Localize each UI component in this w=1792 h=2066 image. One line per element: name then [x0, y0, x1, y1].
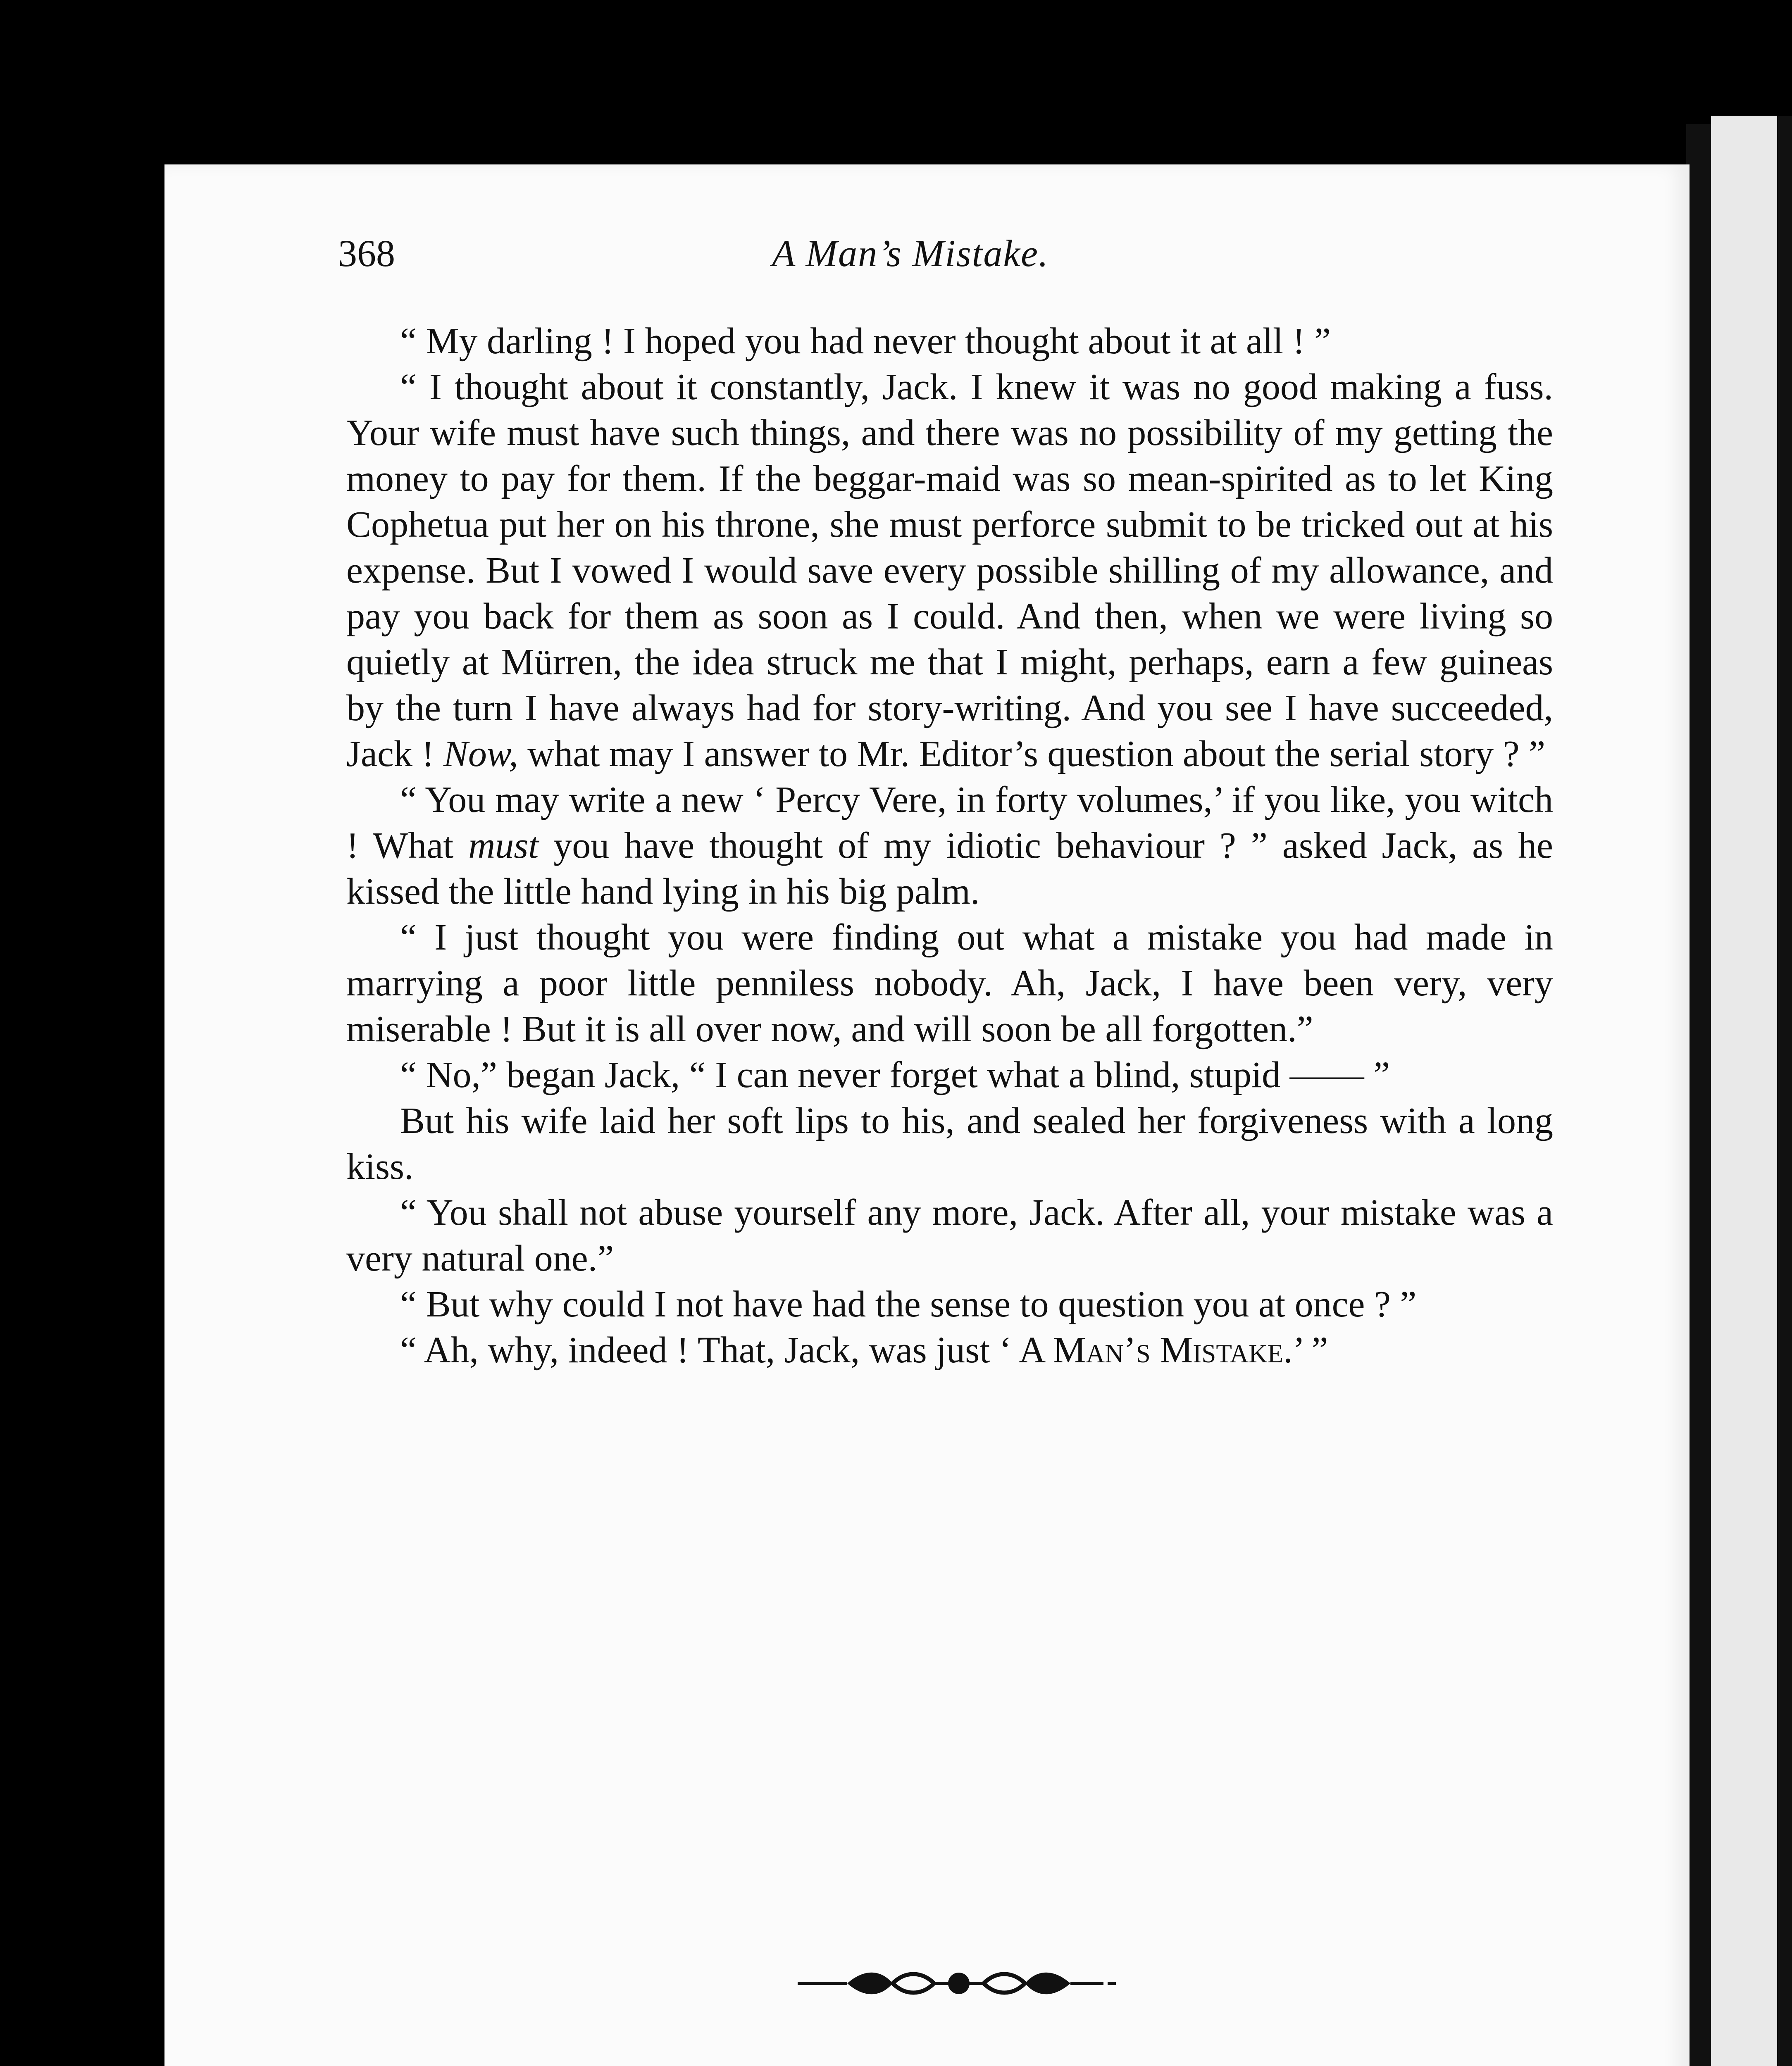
paragraph-1: “ My darling ! I hoped you had never thought about it at all ! ” [400, 321, 1331, 362]
next-page-strip [1777, 116, 1792, 2066]
page-number: 368 [338, 232, 395, 274]
running-title: A Man’s Mistake. [772, 232, 1049, 274]
ornament-divider-icon [798, 1967, 1120, 2000]
paragraph-9-text: “ Ah, why, indeed ! That, Jack, was just ‘ A [400, 1330, 1044, 1371]
closing-tail: .’ ” [1283, 1330, 1328, 1371]
paragraph-2-text: “ I thought about it constantly, Jack. I knew it was no good making a fuss. Your wife must have such things, and there was no possibility of my getting the money to pay for them. If the beggar-maid was so mean-spirited as to let King Cophetua put her on his throne, she must perforce submit to be tricked out at his expense. But I vowed I would save every possible shilling of my allowance, and pay you back for them as soon as I could. And then, when we were living so quietly at Mürren, the idea struck me that I might, perhaps, earn a few guineas by the turn I have always had for story-writing. And you see I have succeeded, Jack ! [346, 367, 1553, 774]
paragraph-2 [346, 364, 1553, 777]
paragraph-2-tail: what may I answer to Mr. Editor’s question about the serial story ? ” [518, 733, 1546, 774]
paragraph-3-tail: you have thought of my idiotic behaviour ? ” asked Jack, as he kissed the little hand lying in his big palm. [346, 825, 1553, 912]
closing-smallcaps: Man’s Mistake [1053, 1330, 1284, 1371]
paragraph-7: “ You shall not abuse yourself any more, Jack. After all, your mistake was a very natural one.” [346, 1192, 1553, 1279]
paragraph-3 [346, 777, 1553, 914]
paragraph-4: “ I just thought you were finding out what a mistake you had made in marrying a poor little penniless nobody. Ah, Jack, I have been very, very miserable ! But it is all over now, and will soon be all forgotten.” [346, 917, 1553, 1050]
paragraph-6: But his wife laid her soft lips to his, and sealed her forgiveness with a long kiss. [346, 1100, 1553, 1187]
running-head [338, 231, 1557, 277]
book-gutter [1686, 124, 1711, 2066]
paragraph-8: “ But why could I not have had the sense to question you at once ? ” [400, 1284, 1417, 1325]
paragraph-2-italic: Now, [443, 733, 518, 774]
paragraph-3-text: “ You may write a new ‘ Percy Vere, in forty volumes,’ if you like, you witch ! What [346, 779, 1553, 866]
paragraph-5: “ No,” began Jack, “ I can never forget what a blind, stupid —— ” [400, 1054, 1390, 1095]
paragraph-9 [346, 1327, 1553, 1373]
paragraph-3-italic: must [468, 825, 539, 866]
body-text [346, 318, 1553, 1373]
